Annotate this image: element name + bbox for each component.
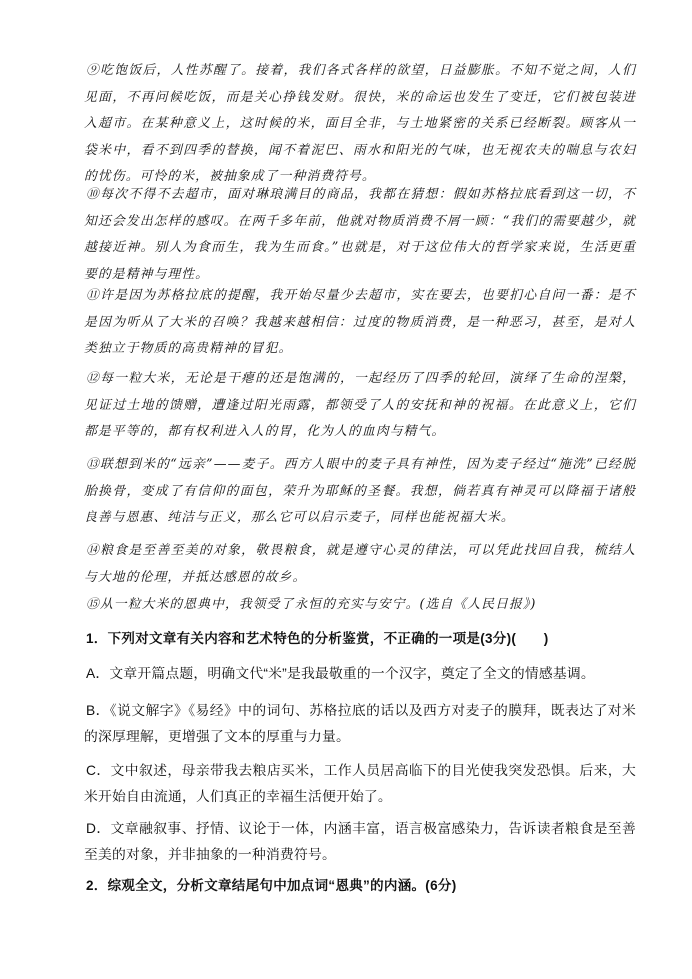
- paragraph-15: ⑮从一粒大米的恩典中，我领受了永恒的充实与安宁。(选自《人民日报》): [86, 597, 537, 612]
- paragraph-10: ⑩每次不得不去超市，面对琳琅满目的商品，我都在猜想：假如苏格拉底看到这一切，不知还会发出怎样的感叹。在两千多年前，他就对物质消费不屑一顾：“我们的需要越少，就越接近神。别人为食而生，我为生而食。”也就是，对于这位伟大的哲学家来说，生活更重要的是精神与理性。: [84, 187, 636, 282]
- option-d: D．文章融叙事、抒情、议论于一体，内涵丰富，语言极富感染力，告诉读者粮食是至善至美的对象，并非抽象的一种消费符号。: [84, 821, 636, 862]
- question-2: 2．综观全文，分析文章结尾句中加点词“恩典”的内涵。(6分): [86, 878, 457, 893]
- paragraph-9: ⑨吃饱饭后，人性苏醒了。接着，我们各式各样的欲望，日益膨胀。不知不觉之间，人们见面，不再问候吃饭，而是关心挣钱发财。很快，米的命运也发生了变迁，它们被包装进入超市。在某种意义上，这时候的米，面目全非，与土地紧密的关系已经断裂。顾客从一袋米中，看不到四季的替换，闻不着泥巴、雨水和阳光的气味，也无视农夫的喘息与农妇的忧伤。可怜的米，被抽象成了一种消费符号。: [84, 63, 636, 184]
- paragraph-14: ⑭粮食是至善至美的对象，敬畏粮食，就是遵守心灵的律法，可以凭此找回自我，梳结人与大地的伦理，并抵达感恩的故乡。: [84, 543, 636, 585]
- paragraph-11: ⑪许是因为苏格拉底的提醒，我开始尽量少去超市，实在要去，也要扪心自问一番：是不是因为听从了大米的召唤？我越来越相信：过度的物质消费，是一种恶习，甚至，是对人类独立于物质的高贵精神的冒犯。: [84, 288, 636, 356]
- question-1: 1．下列对文章有关内容和艺术特色的分析鉴赏，不正确的一项是(3分)( ): [86, 631, 549, 646]
- paragraph-13: ⑬联想到米的“远亲”——麦子。西方人眼中的麦子具有神性，因为麦子经过“施洗”已经脱胎换骨，变成了有信仰的面包，荣升为耶稣的圣餐。我想，倘若真有神灵可以降福于诸般良善与恩惠、纯洁与正义，那么它可以启示麦子，同样也能祝福大米。: [84, 457, 636, 525]
- paragraph-12: ⑫每一粒大米，无论是干瘪的还是饱满的，一起经历了四季的轮回，演绎了生命的涅槃，见证过土地的馈赠，遭逢过阳光雨露，都领受了人的安抚和神的祝福。在此意义上，它们都是平等的，都有权利进入人的胃，化为人的血肉与精气。: [84, 371, 636, 439]
- option-b: B．《说文解字》《易经》中的词句、苏格拉底的话以及西方对麦子的膜拜，既表达了对米的深厚理解，更增强了文本的厚重与力量。: [84, 703, 636, 744]
- option-a: A．文章开篇点题，明确文代“米”是我最敬重的一个汉字，奠定了全文的情感基调。: [86, 666, 595, 681]
- option-c: C．文中叙述，母亲带我去粮店买米，工作人员居高临下的目光使我突发恐惧。后来，大米开始自由流通，人们真正的幸福生活便开始了。: [84, 763, 636, 804]
